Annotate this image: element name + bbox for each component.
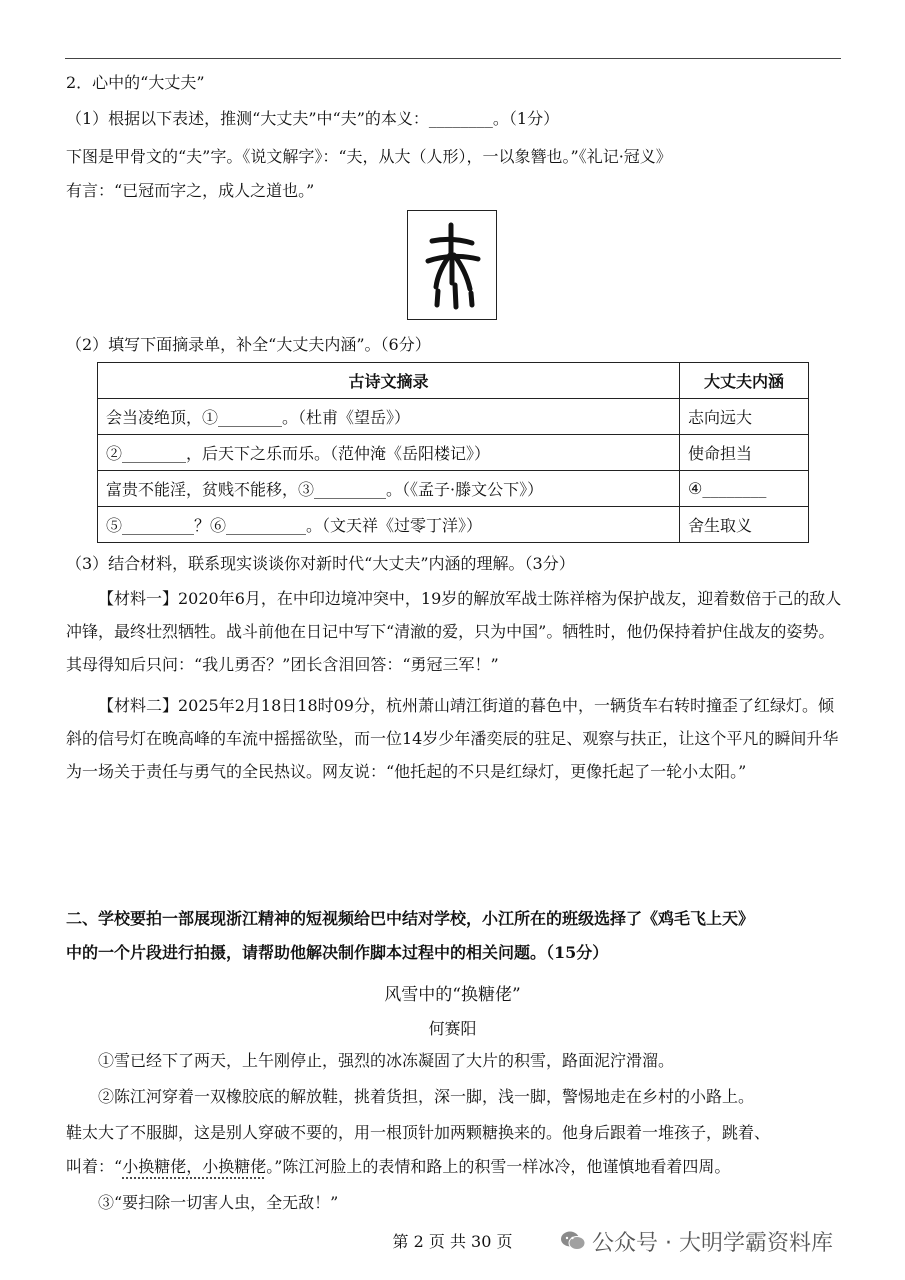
question-2-3: （3）结合材料，联系现实谈谈你对新时代“大丈夫”内涵的理解。（3分） — [66, 554, 575, 573]
table-cell: ④________ — [680, 471, 809, 507]
table-row — [98, 471, 809, 507]
oracle-bone-fu-image — [407, 210, 497, 320]
table-cell: 志向远大 — [680, 399, 809, 435]
story-title: 风雪中的“换糖佬” — [384, 985, 521, 1005]
story-author: 何赛阳 — [428, 1019, 477, 1038]
emphasis-dots-text: 小换糖佬，小换糖佬 — [122, 1157, 267, 1176]
oracle-bone-fu-glyph — [408, 211, 496, 319]
table-row — [98, 399, 809, 435]
story-paragraph-2c — [66, 1156, 730, 1178]
question-2-1-text-a: 下图是甲骨文的“夫”字。《说文解字》：“夫，从大（人形），一以象簪也。”《礼记·冠义》 — [66, 147, 672, 166]
question-2-1-text-b: 有言：“已冠而字之，成人之道也。” — [66, 181, 315, 200]
header-rule — [65, 58, 841, 59]
section-2-heading-b: 中的一个片段进行拍摄，请帮助他解决制作脚本过程中的相关问题。（15分） — [66, 943, 609, 962]
story-paragraph-1: ①雪已经下了两天，上午刚停止，强烈的冰冻凝固了大片的积雪，路面泥泞滑溜。 — [98, 1051, 675, 1070]
table-cell: ⑤_________？⑥__________。（文天祥《过零丁洋》） — [98, 507, 680, 543]
story-text: 。”陈江河脸上的表情和路上的积雪一样冰冷，他谨慎地看着四周。 — [266, 1157, 731, 1176]
material-1: 【材料一】2020年6月，在中印边境冲突中，19岁的解放军战士陈祥榕为保护战友，迎着数倍于己的敌人冲锋，最终壮烈牺牲。战斗前他在日记中写下“清澈的爱，只为中国”。牺牲时，他仍保持着护住战友的姿势。其母得知后只问：“我儿勇否？”团长含泪回答：“勇冠三军！” — [66, 589, 842, 674]
wechat-icon — [560, 1230, 586, 1258]
table-cell: 使命担当 — [680, 435, 809, 471]
question-2-2: （2）填写下面摘录单，补全“大丈夫内涵”。（6分） — [66, 335, 431, 354]
table-header: 大丈夫内涵 — [680, 363, 809, 399]
material-2: 【材料二】2025年2月18日18时09分，杭州萧山靖江街道的暮色中，一辆货车右转时撞歪了红绿灯。倾斜的信号灯在晚高峰的车流中摇摇欲坠，而一位14岁少年潘奕辰的驻足、观察与扶正，让这个平凡的瞬间升华为一场关于责任与勇气的全民热议。网友说：“他托起的不只是红绿灯，更像托起了一轮小太阳。” — [66, 696, 839, 781]
question-2-1: （1）根据以下表述，推测“大丈夫”中“夫”的本义：________。（1分） — [66, 109, 560, 128]
page-number-text: 第 2 页 共 30 页 — [392, 1232, 513, 1251]
question-2-title: 2．心中的“大丈夫” — [66, 73, 205, 92]
story-paragraph-2a: ②陈江河穿着一双橡胶底的解放鞋，挑着货担，深一脚，浅一脚，警惕地走在乡村的小路上。 — [98, 1087, 755, 1106]
watermark — [560, 1226, 833, 1258]
section-2-heading-a: 二、学校要拍一部展现浙江精神的短视频给巴中结对学校，小江所在的班级选择了《鸡毛飞上天》 — [66, 909, 755, 928]
watermark-text: 公众号 · 大明学霸资料库 — [592, 1231, 833, 1256]
table-cell: 舍生取义 — [680, 507, 809, 543]
table-row — [98, 507, 809, 543]
table-header: 古诗文摘录 — [98, 363, 680, 399]
table-row — [98, 435, 809, 471]
table-cell: ②________，后天下之乐而乐。（范仲淹《岳阳楼记》） — [98, 435, 680, 471]
story-paragraph-2b: 鞋太大了不服脚，这是别人穿破不要的，用一根顶针加两颗糖换来的。他身后跟着一堆孩子，跳着、 — [66, 1123, 771, 1142]
table-cell: 会当凌绝顶，①________。（杜甫《望岳》） — [98, 399, 680, 435]
story-text: 叫着：“ — [66, 1157, 123, 1176]
table-header-row — [98, 363, 809, 399]
table-cell: 富贵不能淫，贫贱不能移，③_________。（《孟子·滕文公下》） — [98, 471, 680, 507]
story-paragraph-3: ③“要扫除一切害人虫，全无敌！” — [98, 1193, 339, 1212]
excerpt-table — [97, 362, 809, 543]
